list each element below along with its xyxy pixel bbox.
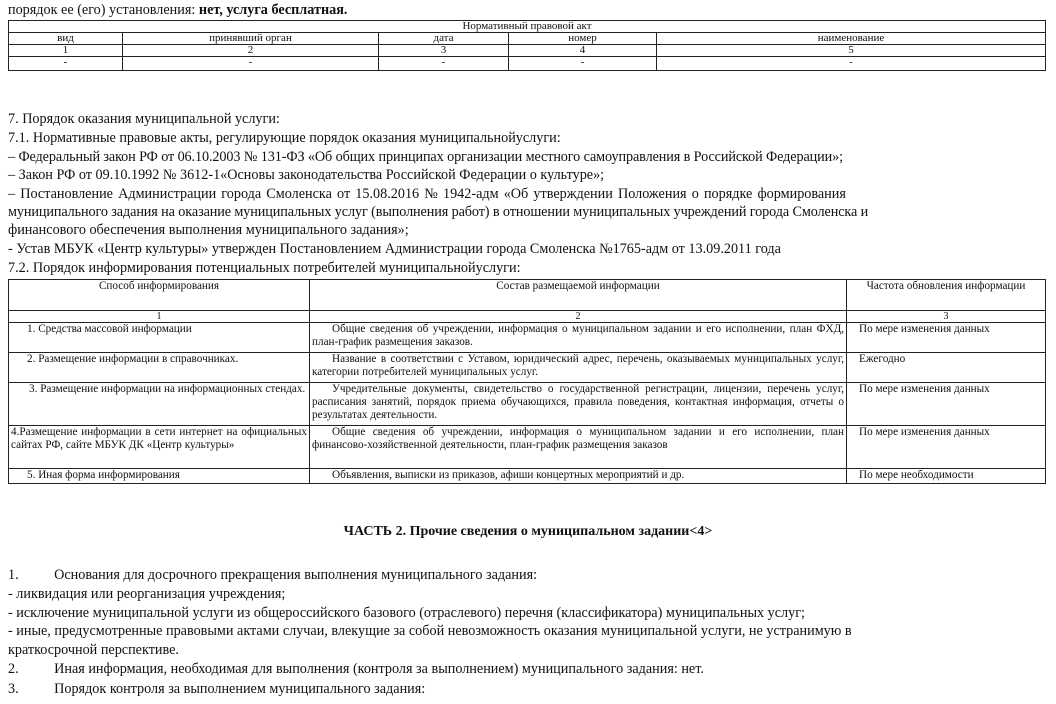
part2-item: 2. Иная информация, необходимая для выполнения (контроля за выполнением) муниципального задания: нет. [8, 661, 704, 677]
act-col-number: 1 [9, 45, 123, 57]
fee-prefix: порядок ее (его) установления: [8, 2, 199, 18]
normative-act-table [8, 20, 1046, 71]
act-cell: - [123, 57, 379, 71]
law-item-continued: муниципального задания на оказание муниципальных услуг (выполнения работ) в отношении муниципальных учреждений города Смоленска и [8, 204, 869, 220]
info-col-number: 2 [310, 311, 847, 323]
table-row [9, 469, 1046, 484]
act-cell: - [9, 57, 123, 71]
act-col-header: наименование [657, 33, 1046, 45]
info-method: 1. Средства массовой информации [9, 323, 310, 353]
info-content: Общие сведения об учреждении, информация о муниципальном задании и его исполнении, план финансово-хозяйственной деятельности, план-график размещения заказов [310, 426, 847, 469]
table-row [9, 383, 1046, 426]
act-col-number: 4 [509, 45, 657, 57]
act-cell: - [509, 57, 657, 71]
info-content: Название в соответствии с Уставом, юридический адрес, перечень, оказываемых муниципальных услуг, категории потребителей муниципальных услуг. [310, 353, 847, 383]
fee-value: нет, услуга бесплатная. [198, 2, 348, 18]
info-method: 5. Иная форма информирования [9, 469, 310, 484]
part2-bullet: - ликвидация или реорганизация учреждения; [8, 586, 286, 602]
section7-title: 7. Порядок оказания муниципальной услуги: [8, 111, 280, 127]
part2-bullet: - исключение муниципальной услуги из общероссийского базового (отраслевого) перечня (классификатора) муниципальных услуг; [8, 605, 805, 621]
law-item: – Закон РФ от 09.10.1992 № 3612-1«Основы законодательства Российской Федерации о культуре»; [8, 167, 605, 183]
law-item: – Федеральный закон РФ от 06.10.2003 № 131-ФЗ «Об общих принципах организации местного самоуправления в Российской Федерации»; [8, 149, 843, 165]
act-col-header: дата [379, 33, 509, 45]
info-method: 3. Размещение информации на информационных стендах. [9, 383, 310, 426]
info-col-number: 3 [847, 311, 1046, 323]
law-item: - Устав МБУК «Центр культуры» утвержден Постановлением Администрации города Смоленска №1765-адм от 13.09.2011 года [8, 241, 781, 257]
part2-bullet-continued: краткосрочной перспективе. [8, 642, 179, 658]
fee-line [8, 1, 347, 19]
section72-title: 7.2. Порядок информирования потенциальных потребителей муниципальнойуслуги: [8, 260, 521, 276]
info-frequency: По мере необходимости [847, 469, 1046, 484]
info-method: 4.Размещение информации в сети интернет на официальных сайтах РФ, сайте МБУК ДК «Центр культуры» [9, 426, 310, 469]
act-col-number: 2 [123, 45, 379, 57]
info-col-header: Состав размещаемой информации [310, 280, 847, 311]
info-col-header: Частота обновления информации [847, 280, 1046, 311]
info-frequency: По мере изменения данных [847, 383, 1046, 426]
act-col-header: вид [9, 33, 123, 45]
info-method: 2. Размещение информации в справочниках. [9, 353, 310, 383]
info-content: Учредительные документы, свидетельство о государственной регистрации, лицензии, перечень услуг, расписания занятий, порядок приема обучающихся, правила поведения, контактная информация, отчеты о результатах деятельности. [310, 383, 847, 426]
info-content: Общие сведения об учреждении, информация о муниципальном задании и его исполнении, план ФХД, план-график размещения заказов. [310, 323, 847, 353]
act-cell: - [657, 57, 1046, 71]
act-col-header: номер [509, 33, 657, 45]
part2-bullet: - иные, предусмотренные правовыми актами случаи, влекущие за собой невозможность оказания муниципальной услуги, не устранимую в [8, 623, 852, 639]
part2-title: ЧАСТЬ 2. Прочие сведения о муниципальном задании<4> [343, 524, 713, 539]
info-frequency: По мере изменения данных [847, 323, 1046, 353]
information-table [8, 279, 1046, 484]
info-content: Объявления, выписки из приказов, афиши концертных мероприятий и др. [310, 469, 847, 484]
info-col-number: 1 [9, 311, 310, 323]
law-item: – Постановление Администрации города Смоленска от 15.08.2016 № 1942-адм «Об утверждении Положения о порядке формирования [8, 186, 846, 202]
part2-item: 1. Основания для досрочного прекращения выполнения муниципального задания: [8, 567, 538, 583]
table-row [9, 353, 1046, 383]
info-frequency: По мере изменения данных [847, 426, 1046, 469]
table-row [9, 426, 1046, 469]
table-row [9, 323, 1046, 353]
part2-item: 3. Порядок контроля за выполнением муниципального задания: [8, 681, 426, 697]
info-col-header: Способ информирования [9, 280, 310, 311]
act-table-title: Нормативный правовой акт [9, 21, 1046, 33]
act-col-number: 5 [657, 45, 1046, 57]
act-col-number: 3 [379, 45, 509, 57]
act-cell: - [379, 57, 509, 71]
section71-title: 7.1. Нормативные правовые акты, регулирующие порядок оказания муниципальнойуслуги: [8, 130, 561, 146]
act-col-header: принявший орган [123, 33, 379, 45]
law-item-continued: финансового обеспечения выполнения муниципального задания»; [8, 222, 409, 238]
info-frequency: Ежегодно [847, 353, 1046, 383]
